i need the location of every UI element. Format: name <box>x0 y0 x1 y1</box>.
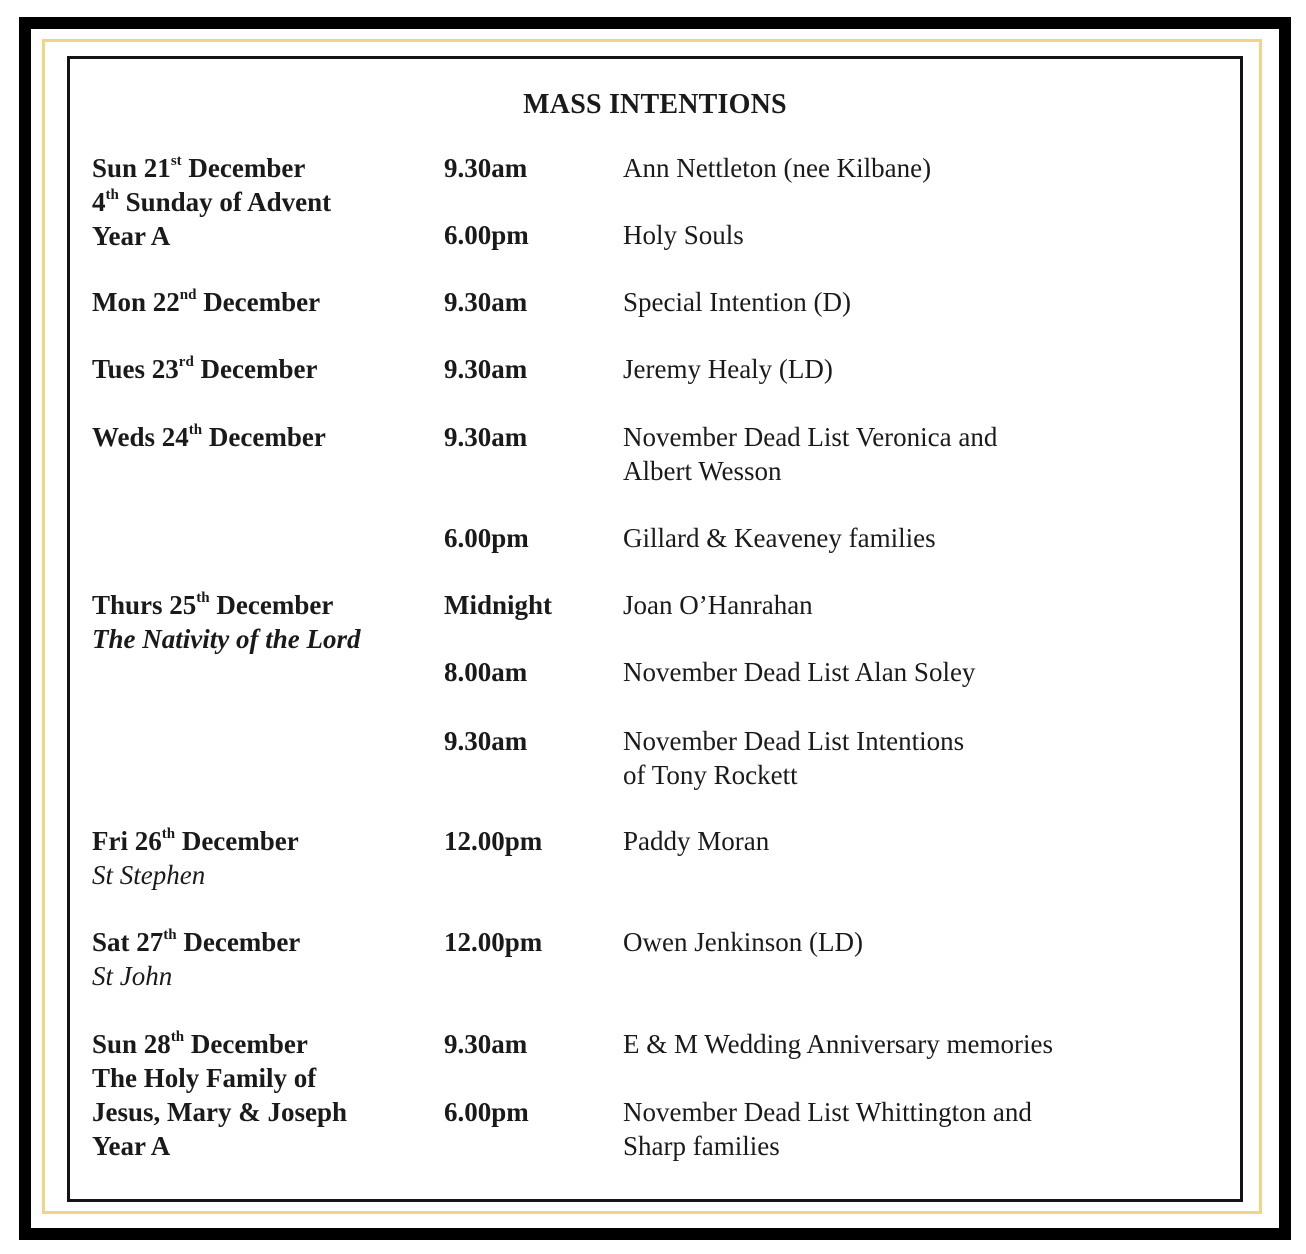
day-subtitle: Year A <box>92 1131 171 1161</box>
mass-time: Midnight <box>444 590 553 620</box>
mass-intention: November Dead List Alan Soley <box>623 657 976 687</box>
mass-intention: Joan O’Hanrahan <box>623 590 813 620</box>
day-label: Mon 22nd December <box>92 287 321 317</box>
mass-time: 9.30am <box>444 726 528 756</box>
mass-time: 9.30am <box>444 153 528 183</box>
mass-time: 6.00pm <box>444 220 529 250</box>
mass-intention: November Dead List Whittington and Sharp families <box>623 1097 1032 1161</box>
mass-intention: Special Intention (D) <box>623 287 851 317</box>
mass-intention: Ann Nettleton (nee Kilbane) <box>623 153 932 183</box>
day-cell <box>92 285 432 319</box>
day-subtitle: The Holy Family of <box>92 1063 317 1093</box>
day-subtitle: Jesus, Mary & Joseph <box>92 1097 347 1127</box>
mass-intention: Paddy Moran <box>623 826 770 856</box>
day-subtitle: Year A <box>92 221 171 251</box>
mass-intention: Jeremy Healy (LD) <box>623 354 833 384</box>
day-label: Fri 26th December <box>92 826 299 856</box>
mass-intention: November Dead List Veronica and Albert Wesson <box>623 422 998 486</box>
day-cell <box>92 151 432 253</box>
feast-name: St Stephen <box>92 860 206 890</box>
mass-time: 12.00pm <box>444 826 543 856</box>
mass-time: 9.30am <box>444 354 528 384</box>
day-cell <box>92 824 432 892</box>
day-cell <box>92 925 432 993</box>
day-label: Weds 24th December <box>92 422 326 452</box>
day-cell <box>92 352 432 386</box>
mass-time: 9.30am <box>444 287 528 317</box>
mass-intention: Holy Souls <box>623 220 744 250</box>
mass-intention: November Dead List Intentions of Tony Rockett <box>623 726 965 790</box>
day-label: Sun 21st December <box>92 153 306 183</box>
mass-time: 9.30am <box>444 1029 528 1059</box>
mass-intention: E & M Wedding Anniversary memories <box>623 1029 1054 1059</box>
mass-time: 12.00pm <box>444 927 543 957</box>
mass-intention: Gillard & Keaveney families <box>623 523 936 553</box>
feast-name: The Nativity of the Lord <box>92 624 361 654</box>
day-label: Tues 23rd December <box>92 354 318 384</box>
mass-time: 8.00am <box>444 657 528 687</box>
day-cell <box>92 1027 432 1163</box>
page-title: MASS INTENTIONS <box>523 89 787 120</box>
feast-name: St John <box>92 961 173 991</box>
day-cell <box>92 588 432 656</box>
day-cell <box>92 420 432 454</box>
mass-time: 6.00pm <box>444 523 529 553</box>
day-subtitle: 4th Sunday of Advent <box>92 187 332 217</box>
day-label: Sat 27th December <box>92 927 301 957</box>
mass-time: 6.00pm <box>444 1097 529 1127</box>
mass-intentions-panel <box>67 56 1243 1202</box>
mass-time: 9.30am <box>444 422 528 452</box>
day-label: Thurs 25th December <box>92 590 334 620</box>
day-label: Sun 28th December <box>92 1029 308 1059</box>
mass-intention: Owen Jenkinson (LD) <box>623 927 863 957</box>
